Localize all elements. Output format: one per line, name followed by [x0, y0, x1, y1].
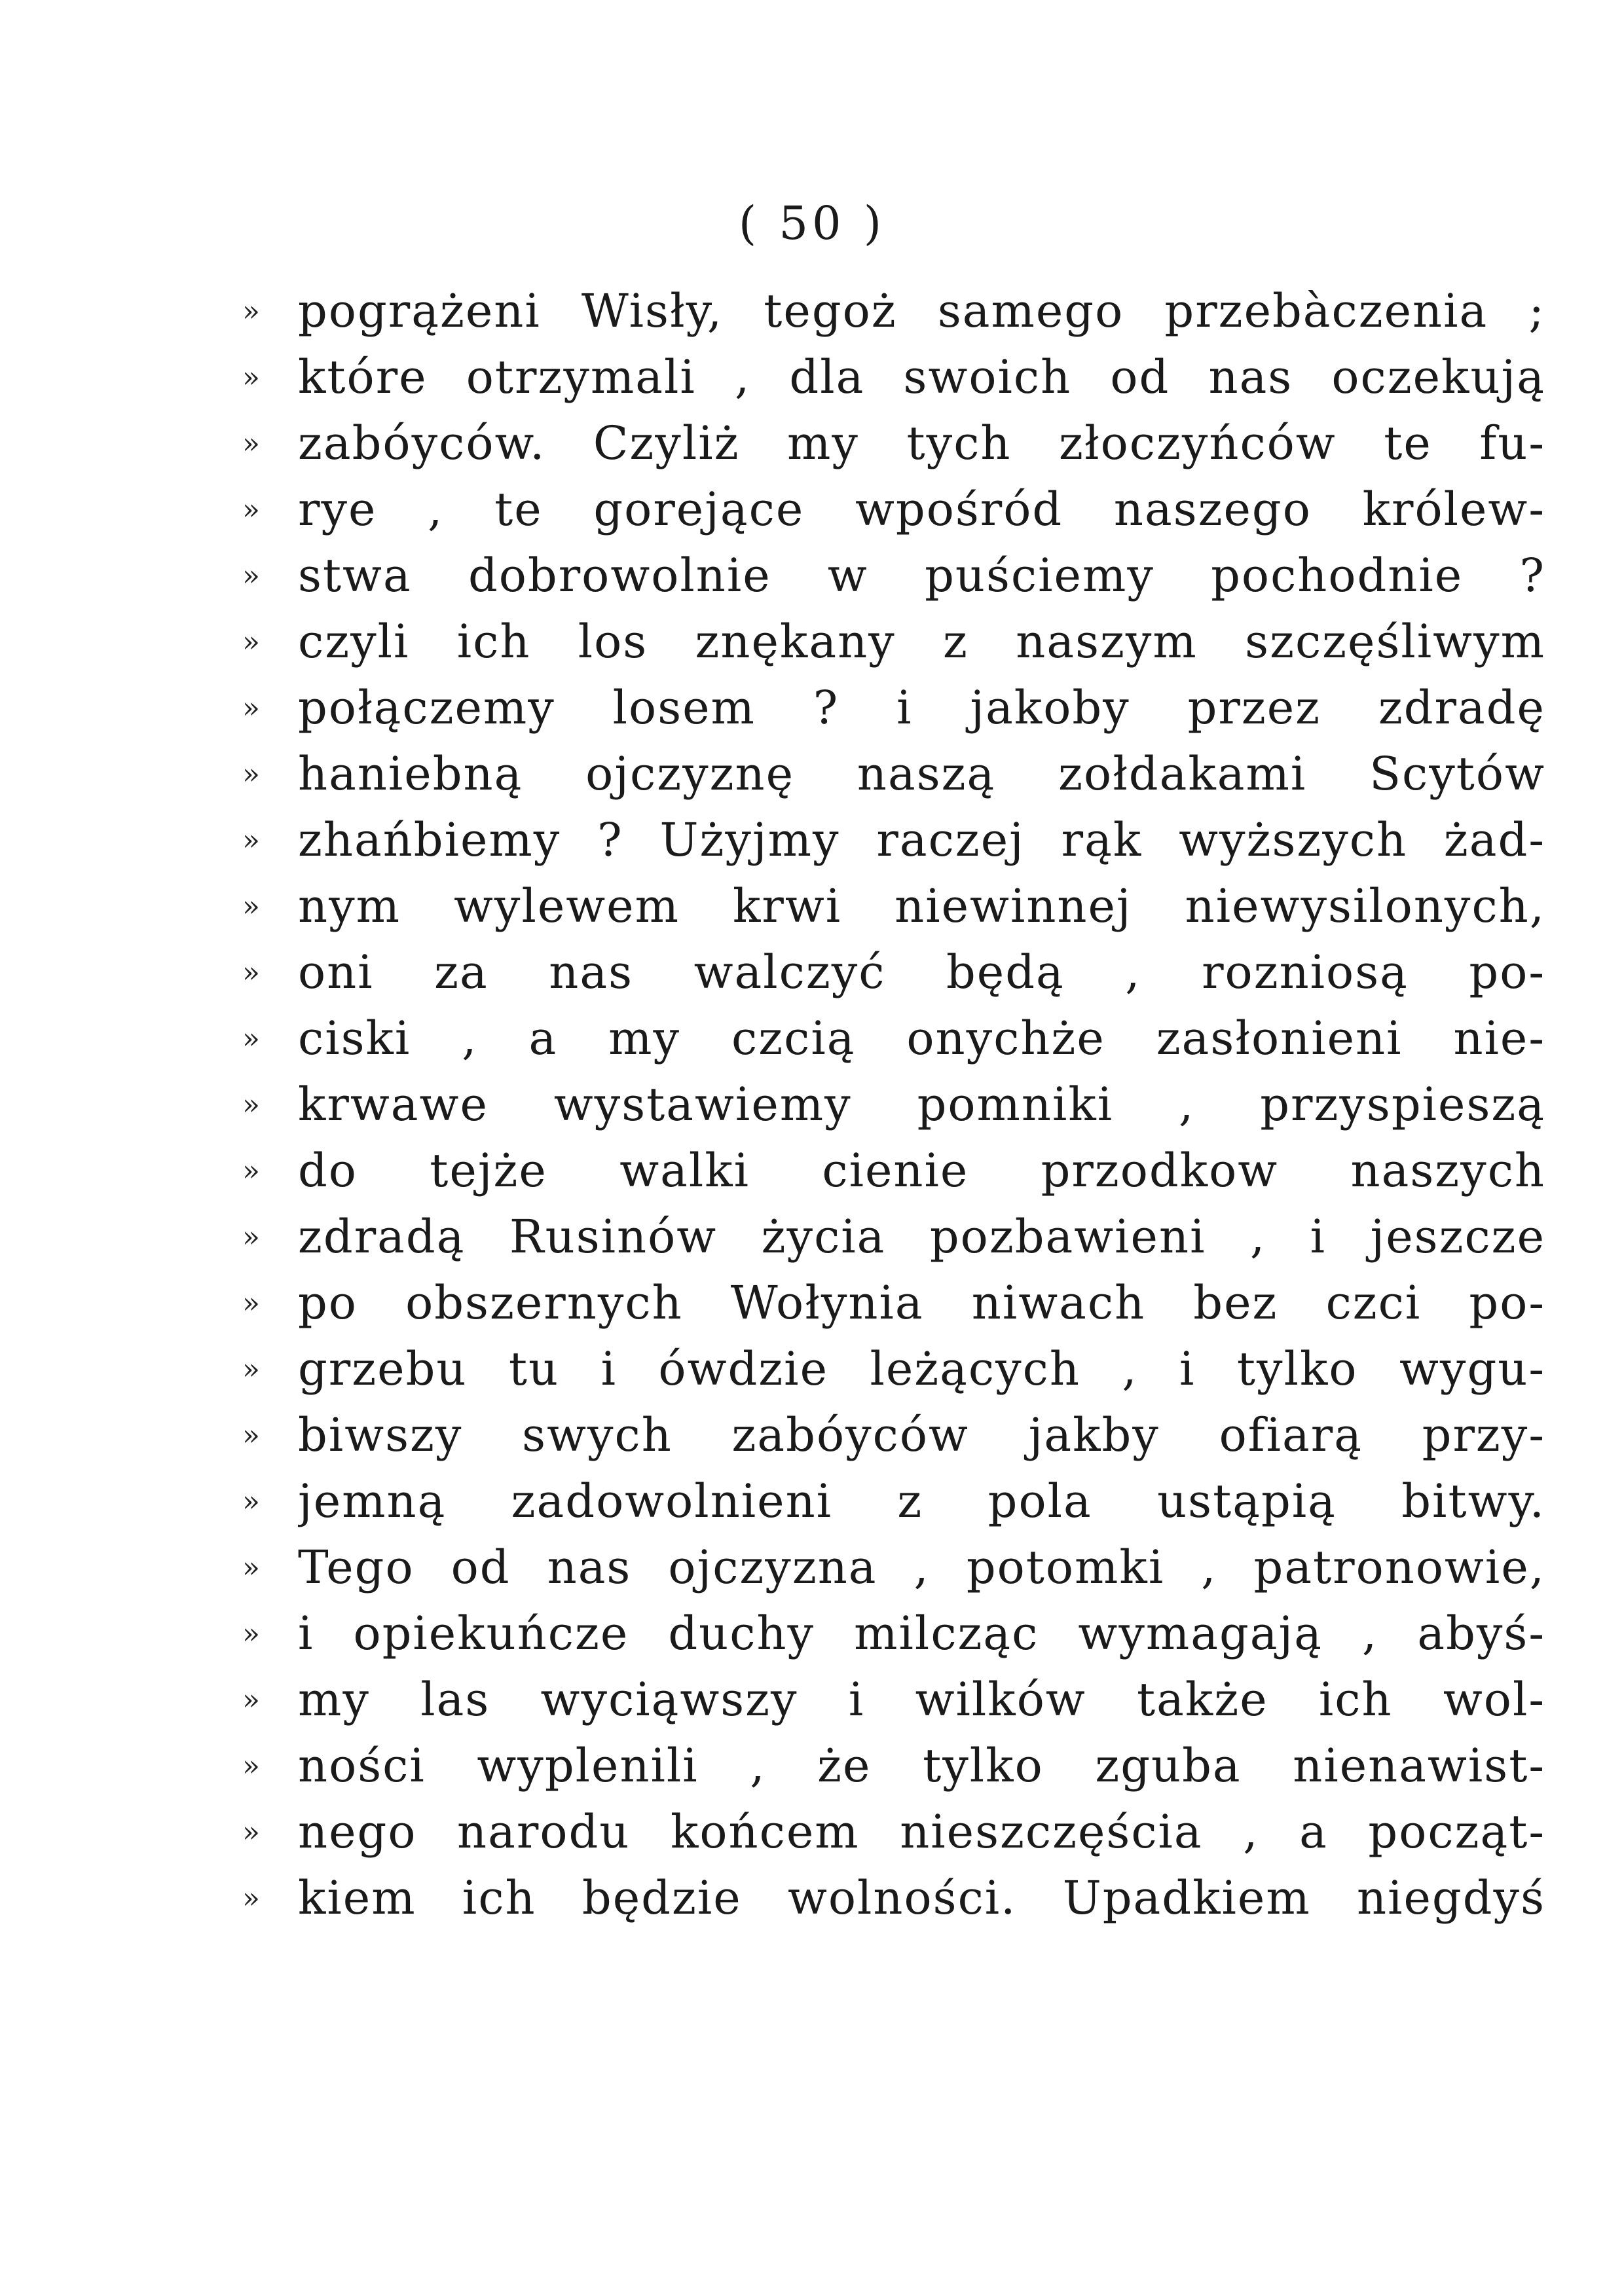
text-line — [242, 344, 1545, 410]
quote-mark: » — [242, 1286, 260, 1320]
text-line — [242, 1535, 1545, 1601]
quote-mark: » — [242, 1882, 260, 1915]
line-text: ności wyplenili , że tylko zguba nienawist- — [298, 1739, 1545, 1793]
line-text: biwszy swych zabóyców jakby ofiarą przy- — [298, 1408, 1545, 1462]
line-text: haniebną ojczyznę naszą zołdakami Scytów — [298, 747, 1545, 801]
quote-mark: » — [242, 1353, 260, 1386]
text-line — [242, 1468, 1545, 1535]
text-line — [242, 741, 1545, 807]
quote-mark: » — [242, 956, 260, 989]
text-line — [242, 543, 1545, 609]
text-line — [242, 1799, 1545, 1865]
line-text: czyli ich los znękany z naszym szczęśliwym — [298, 615, 1545, 668]
text-line — [242, 410, 1545, 477]
text-line — [242, 675, 1545, 741]
line-text: pogrążeni Wisły, tegoż samego przebàczenia ; — [298, 284, 1545, 338]
text-line — [242, 278, 1545, 344]
line-text: kiem ich będzie wolności. Upadkiem niegdyś — [298, 1871, 1545, 1925]
line-text: zabóyców. Czyliż my tych złoczyńców te fu- — [298, 416, 1545, 470]
quote-mark: » — [242, 1220, 260, 1254]
text-line — [242, 1865, 1545, 1931]
text-line — [242, 1733, 1545, 1799]
line-text: nym wylewem krwi niewinnej niewysilonych, — [298, 879, 1545, 933]
quote-mark: » — [242, 757, 260, 791]
line-text: zhańbiemy ? Użyjmy raczej rąk wyższych żad- — [298, 813, 1545, 867]
quote-mark: » — [242, 1683, 260, 1717]
text-line — [242, 807, 1545, 873]
text-line — [242, 1270, 1545, 1336]
line-text: my las wyciąwszy i wilków także ich wol- — [298, 1673, 1545, 1726]
quote-mark: » — [242, 1154, 260, 1188]
text-line — [242, 609, 1545, 675]
text-line — [242, 873, 1545, 939]
quote-mark: » — [242, 625, 260, 659]
quote-mark: » — [242, 890, 260, 923]
line-text: krwawe wystawiemy pomniki , przyspieszą — [298, 1078, 1545, 1131]
line-text: które otrzymali , dla swoich od nas oczekują — [298, 350, 1545, 404]
text-line — [242, 477, 1545, 543]
quote-mark: » — [242, 1022, 260, 1055]
line-text: nego narodu końcem nieszczęścia , a począt- — [298, 1805, 1545, 1859]
text-line — [242, 1667, 1545, 1733]
text-line — [242, 1402, 1545, 1468]
quote-mark: » — [242, 1485, 260, 1518]
quote-mark: » — [242, 427, 260, 460]
text-line — [242, 1336, 1545, 1402]
line-text: i opiekuńcze duchy milcząc wymagają , abyś- — [298, 1607, 1545, 1660]
line-text: połączemy losem ? i jakoby przez zdradę — [298, 681, 1545, 735]
line-text: zdradą Rusinów życia pozbawieni , i jeszcze — [298, 1210, 1545, 1264]
line-text: ciski , a my czcią onychże zasłonieni nie- — [298, 1011, 1545, 1065]
quote-mark: » — [242, 1088, 260, 1121]
line-text: rye , te gorejące wpośród naszego królew- — [298, 483, 1545, 536]
quote-mark: » — [242, 361, 260, 394]
quote-mark: » — [242, 1749, 260, 1783]
quote-mark: » — [242, 1617, 260, 1650]
quote-mark: » — [242, 1419, 260, 1452]
line-text: po obszernych Wołynia niwach bez czci po- — [298, 1276, 1545, 1330]
line-text: oni za nas walczyć będą , rozniosą po- — [298, 945, 1545, 999]
quote-mark: » — [242, 1815, 260, 1849]
text-block — [242, 278, 1545, 1931]
line-text: stwa dobrowolnie w puściemy pochodnie ? — [298, 549, 1545, 602]
quote-mark: » — [242, 1551, 260, 1584]
text-line — [242, 1072, 1545, 1138]
quote-mark: » — [242, 493, 260, 526]
quote-mark: » — [242, 691, 260, 725]
quote-mark: » — [242, 295, 260, 328]
text-line — [242, 1601, 1545, 1667]
quote-mark: » — [242, 559, 260, 592]
line-text: Tego od nas ojczyzna , potomki , patronowie, — [298, 1540, 1545, 1594]
line-text: grzebu tu i ówdzie leżących , i tylko wygu- — [298, 1342, 1545, 1396]
page-number: ( 50 ) — [738, 196, 886, 250]
text-line — [242, 1204, 1545, 1270]
line-text: jemną zadowolnieni z pola ustąpią bitwy. — [298, 1474, 1545, 1528]
text-line — [242, 1138, 1545, 1204]
quote-mark: » — [242, 824, 260, 857]
text-line — [242, 1006, 1545, 1072]
text-line — [242, 939, 1545, 1006]
line-text: do tejże walki cienie przodkow naszych — [298, 1144, 1545, 1197]
